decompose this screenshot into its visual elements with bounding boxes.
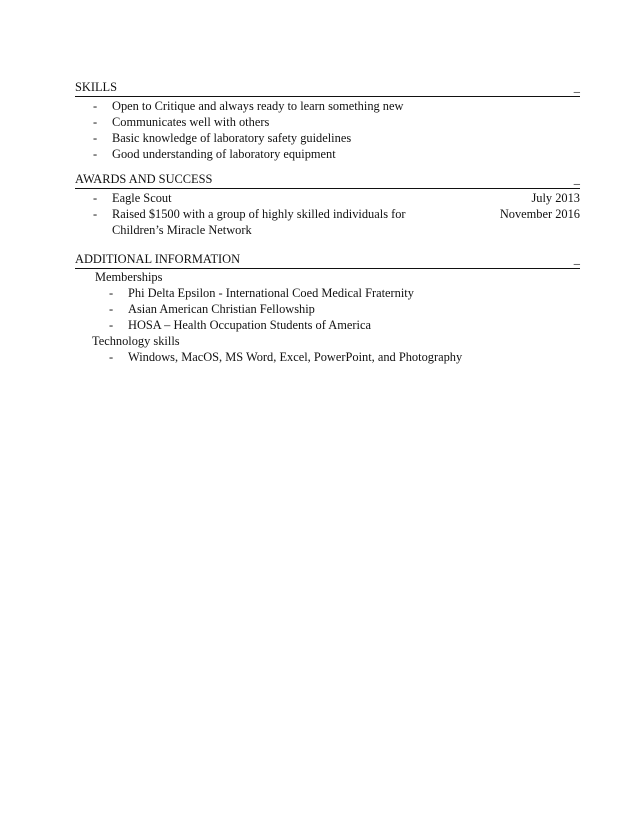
skill-text: Good understanding of laboratory equipment	[112, 147, 336, 161]
award-date: November 2016	[499, 207, 580, 221]
list-item: - Phi Delta Epsilon - International Coed Medical Fraternity	[75, 285, 580, 301]
awards-heading-tail: _	[573, 172, 580, 186]
skills-heading	[75, 80, 580, 97]
awards-heading	[75, 172, 580, 189]
list-item: - Eagle Scout July 2013	[93, 191, 580, 205]
skill-text: Communicates well with others	[112, 115, 270, 129]
skill-text: Basic knowledge of laboratory safety guidelines	[112, 131, 352, 145]
membership-text: HOSA – Health Occupation Students of America	[128, 318, 371, 332]
award-text: Eagle Scout	[112, 191, 172, 205]
memberships-list	[75, 285, 580, 333]
list-item: - Windows, MacOS, MS Word, Excel, PowerPoint, and Photography	[75, 349, 580, 365]
awards-section	[75, 172, 580, 238]
skill-text: Open to Critique and always ready to learn something new	[112, 99, 404, 113]
membership-text: Asian American Christian Fellowship	[128, 302, 315, 316]
additional-section	[75, 252, 580, 365]
awards-list	[75, 190, 580, 238]
list-item: - Basic knowledge of laboratory safety guidelines	[75, 130, 580, 146]
list-item: - Communicates well with others	[75, 114, 580, 130]
memberships-label: Memberships	[95, 270, 163, 284]
tech-skills-label: Technology skills	[92, 334, 180, 348]
tech-skill-text: Windows, MacOS, MS Word, Excel, PowerPoint, and Photography	[128, 350, 463, 364]
additional-heading	[75, 252, 580, 269]
skills-heading-text: SKILLS	[75, 80, 117, 94]
skills-heading-tail: _	[573, 80, 580, 94]
awards-heading-text: AWARDS AND SUCCESS	[75, 172, 213, 186]
award-text: Raised $1500 with a group of highly skilled individuals for Children’s Miracle Network	[112, 207, 406, 237]
list-item: - HOSA – Health Occupation Students of America	[75, 317, 580, 333]
skills-list	[75, 98, 580, 162]
list-item: - Good understanding of laboratory equipment	[75, 146, 580, 162]
additional-heading-text: ADDITIONAL INFORMATION	[75, 252, 241, 266]
award-date: July 2013	[531, 191, 580, 205]
membership-text: Phi Delta Epsilon - International Coed Medical Fraternity	[128, 286, 414, 300]
list-item: - Asian American Christian Fellowship	[75, 301, 580, 317]
list-item: - Raised $1500 with a group of highly skilled individuals for Children’s Miracle Network November 2016	[93, 207, 580, 237]
tech-skills-list	[75, 349, 580, 365]
skills-section	[75, 80, 580, 162]
list-item: - Open to Critique and always ready to learn something new	[75, 98, 580, 114]
additional-heading-tail: _	[573, 252, 580, 266]
